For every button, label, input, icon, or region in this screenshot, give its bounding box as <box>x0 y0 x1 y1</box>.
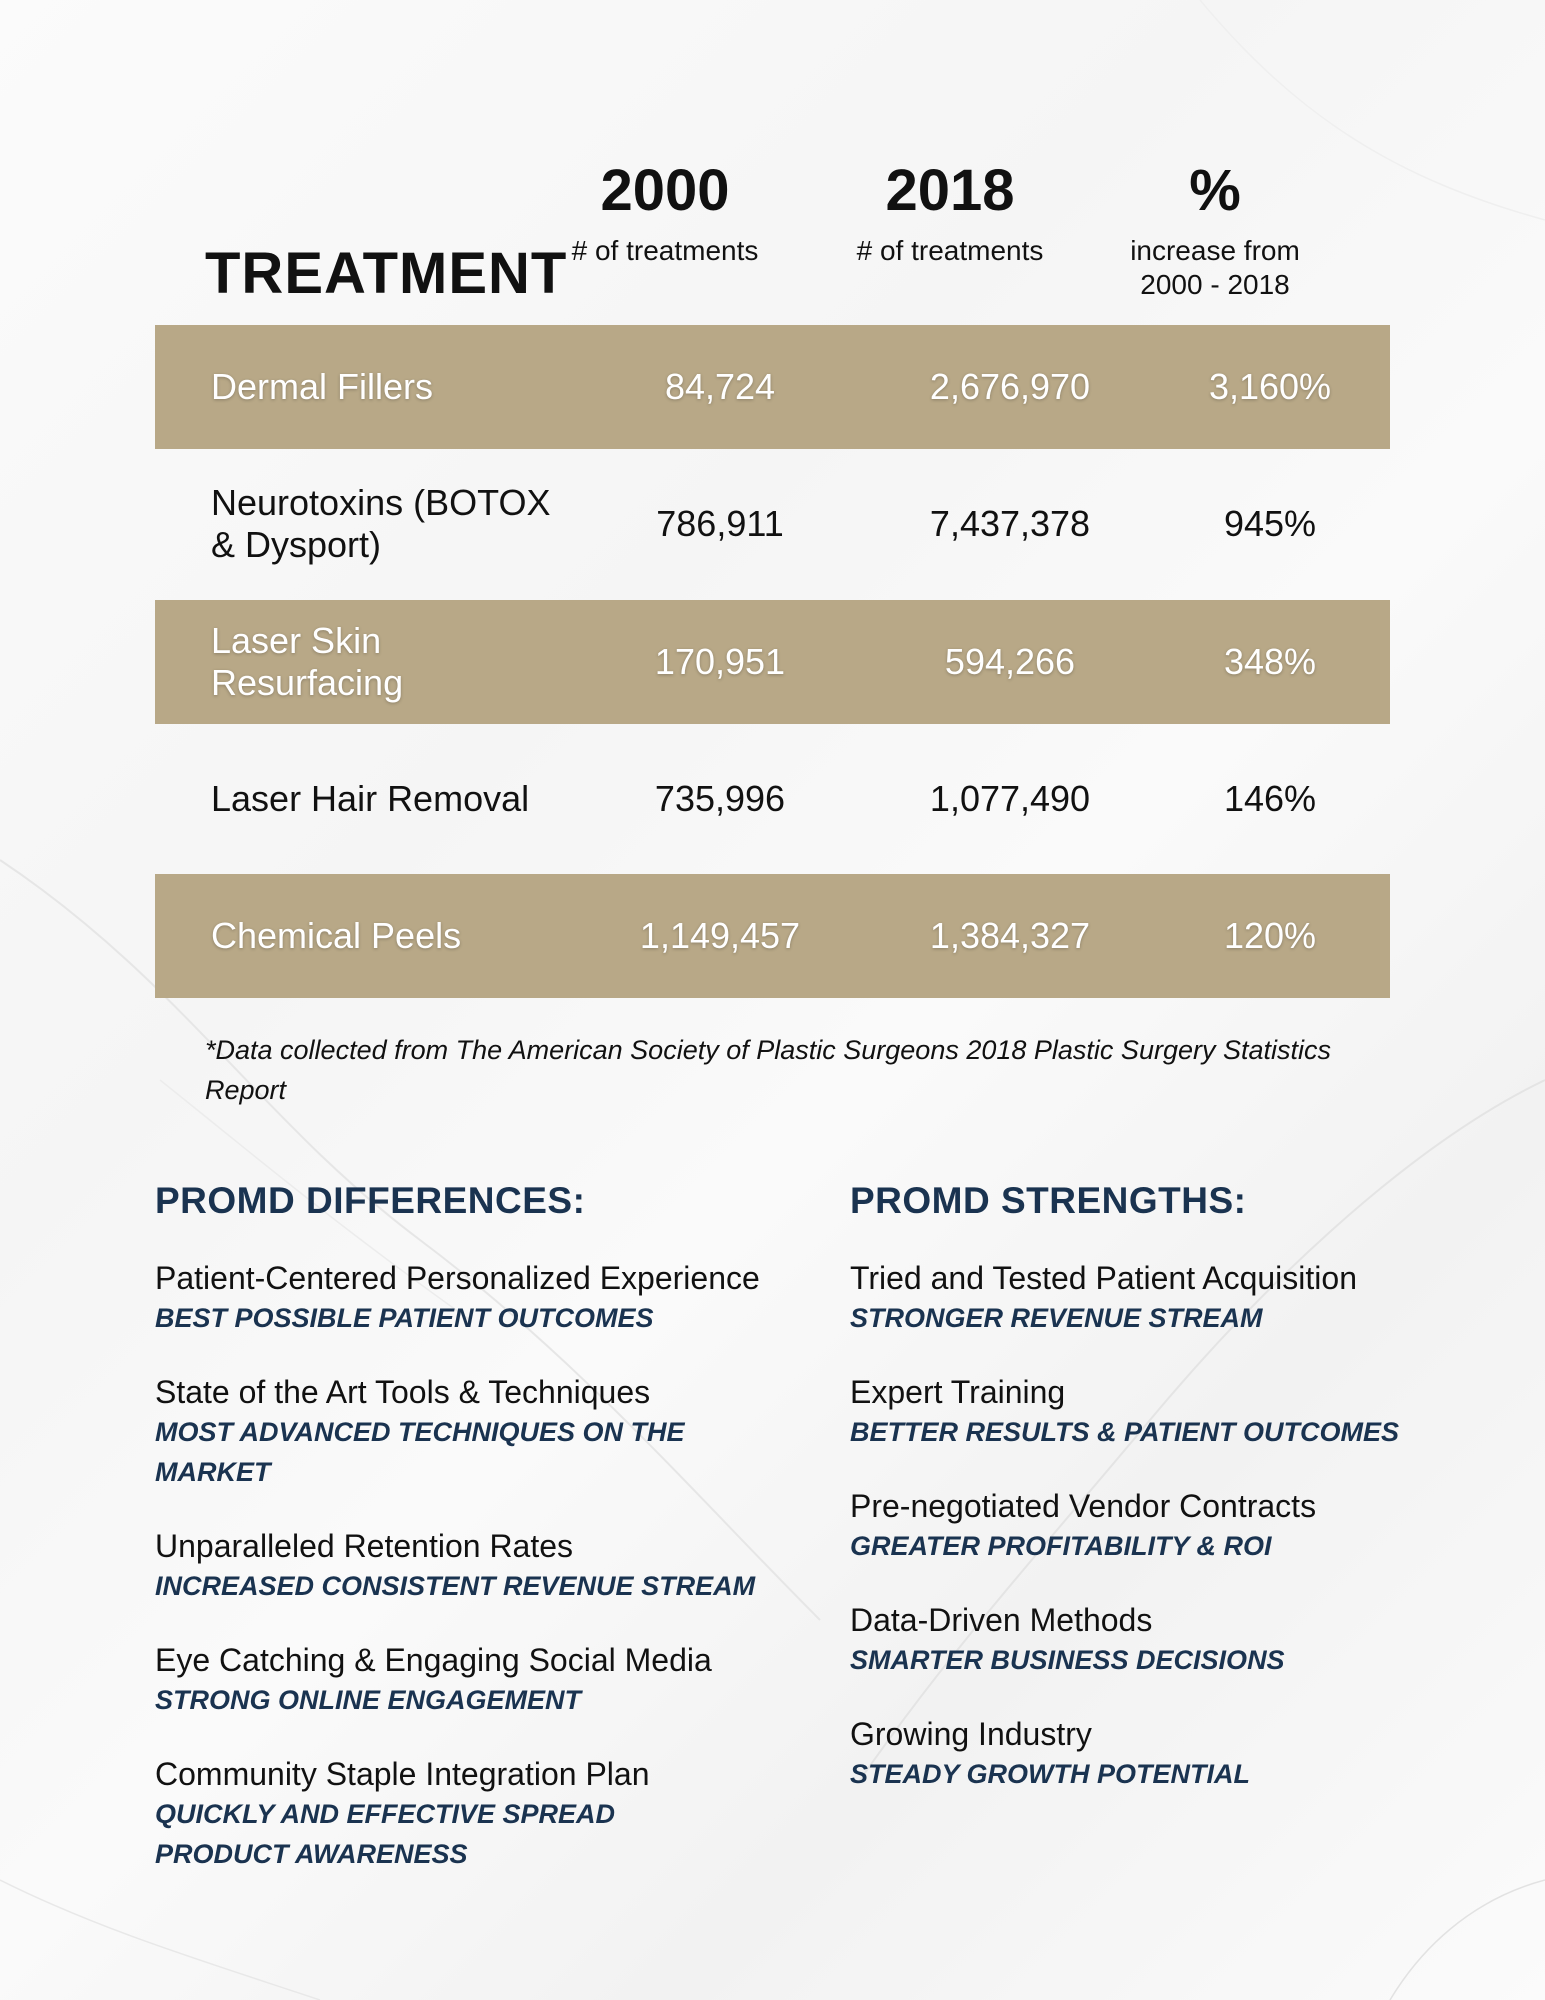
percent-sublabel: increase from 2000 - 2018 <box>1130 235 1300 300</box>
differences-section <box>155 1180 775 1908</box>
percent-increase: 120% <box>1223 915 1317 956</box>
list-item <box>155 1640 775 1720</box>
item-title: Expert Training <box>850 1374 1066 1410</box>
item-subtitle: STRONGER REVENUE STREAM <box>850 1303 1263 1333</box>
table-row <box>155 462 1390 586</box>
item-subtitle: INCREASED CONSISTENT REVENUE STREAM <box>155 1571 756 1601</box>
item-subtitle: SMARTER BUSINESS DECISIONS <box>850 1645 1285 1675</box>
list-item <box>155 1754 655 1874</box>
item-subtitle: QUICKLY AND EFFECTIVE SPREAD PRODUCT AWARENESS <box>155 1799 616 1869</box>
item-subtitle: BEST POSSIBLE PATIENT OUTCOMES <box>155 1303 654 1333</box>
list-item <box>155 1526 775 1606</box>
count-2018: 7,437,378 <box>929 503 1091 544</box>
table-row <box>155 600 1390 724</box>
count-2000: 1,149,457 <box>639 915 801 956</box>
item-title: State of the Art Tools & Techniques <box>155 1374 651 1410</box>
year-2000-sublabel: # of treatments <box>571 235 759 266</box>
treatment-name: Dermal Fillers <box>211 366 434 407</box>
list-item <box>850 1486 1410 1566</box>
item-title: Growing Industry <box>850 1716 1092 1752</box>
percent-symbol: % <box>1189 158 1241 223</box>
count-2000: 84,724 <box>664 366 776 407</box>
treatment-name: Laser Skin Resurfacing <box>211 620 404 703</box>
year-2018-sublabel: # of treatments <box>856 235 1044 266</box>
percent-increase: 348% <box>1223 641 1317 682</box>
count-2018: 594,266 <box>944 641 1076 682</box>
strengths-title: PROMD STRENGTHS: <box>850 1180 1247 1221</box>
item-title: Eye Catching & Engaging Social Media <box>155 1642 712 1678</box>
treatment-name: Neurotoxins (BOTOX & Dysport) <box>211 482 551 565</box>
strengths-section <box>850 1180 1410 1828</box>
table-row <box>155 325 1390 449</box>
count-2000: 786,911 <box>656 503 784 544</box>
item-title: Unparalleled Retention Rates <box>155 1528 574 1564</box>
item-subtitle: STEADY GROWTH POTENTIAL <box>850 1759 1251 1789</box>
year-2000-header <box>560 158 770 268</box>
item-subtitle: MOST ADVANCED TECHNIQUES ON THE MARKET <box>155 1417 685 1487</box>
data-source-note: *Data collected from The American Society of Plastic Surgeons 2018 Plastic Surgery Statistics Report <box>205 1035 1331 1105</box>
count-2000: 735,996 <box>654 778 786 819</box>
table-row <box>155 874 1390 998</box>
list-item <box>155 1372 775 1492</box>
percent-increase: 146% <box>1223 778 1317 819</box>
list-item <box>850 1714 1410 1794</box>
list-item <box>850 1600 1410 1680</box>
treatment-column-header: TREATMENT <box>205 241 568 306</box>
year-2018-label: 2018 <box>885 158 1015 223</box>
count-2018: 1,077,490 <box>929 778 1091 819</box>
percent-increase: 3,160% <box>1208 366 1332 407</box>
year-2018-header <box>845 158 1055 268</box>
list-item <box>850 1258 1410 1338</box>
item-title: Community Staple Integration Plan <box>155 1756 650 1792</box>
year-2000-label: 2000 <box>600 158 730 223</box>
item-subtitle: STRONG ONLINE ENGAGEMENT <box>155 1685 582 1715</box>
item-title: Data-Driven Methods <box>850 1602 1153 1638</box>
count-2000: 170,951 <box>654 641 786 682</box>
list-item <box>155 1258 775 1338</box>
percent-header <box>1100 158 1330 302</box>
item-title: Pre-negotiated Vendor Contracts <box>850 1488 1317 1524</box>
percent-increase: 945% <box>1223 503 1317 544</box>
treatment-name: Chemical Peels <box>211 915 462 956</box>
treatment-name: Laser Hair Removal <box>211 778 530 819</box>
item-subtitle: GREATER PROFITABILITY & ROI <box>850 1531 1272 1561</box>
item-subtitle: BETTER RESULTS & PATIENT OUTCOMES <box>850 1417 1400 1447</box>
table-row <box>155 737 1390 861</box>
list-item <box>850 1372 1410 1452</box>
count-2018: 2,676,970 <box>929 366 1091 407</box>
item-title: Tried and Tested Patient Acquisition <box>850 1260 1357 1296</box>
count-2018: 1,384,327 <box>929 915 1091 956</box>
item-title: Patient-Centered Personalized Experience <box>155 1260 760 1296</box>
differences-title: PROMD DIFFERENCES: <box>155 1180 586 1221</box>
